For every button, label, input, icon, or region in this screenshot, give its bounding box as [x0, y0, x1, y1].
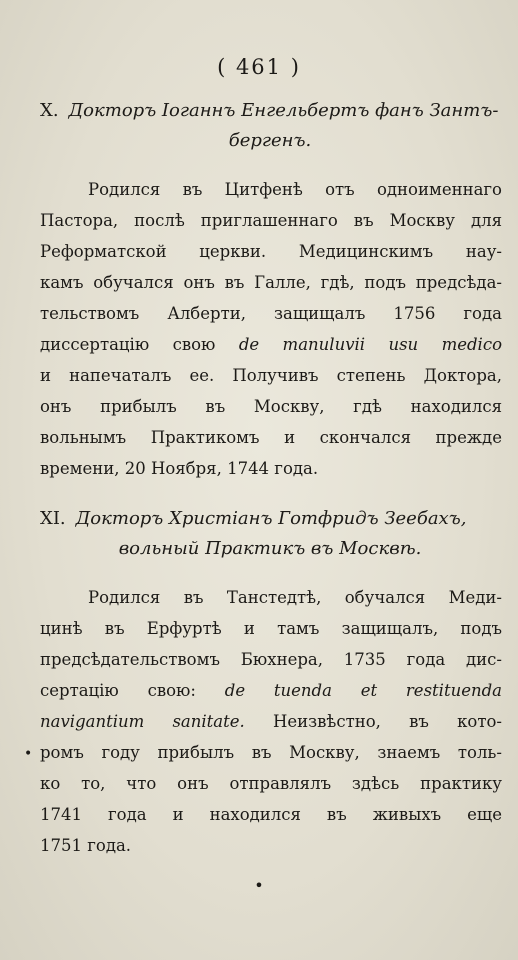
latin-title: de manuluvii usu medico — [238, 335, 503, 354]
text-line: предсѣдательствомъ Бюхнера, 1735 года дис- — [40, 650, 502, 669]
text-line: тельствомъ Алберти, защищалъ 1756 года — [40, 304, 502, 323]
text-line: 1751 года. — [40, 836, 132, 855]
text-segment: диссертацію свою — [40, 335, 216, 354]
text-segment: Неизвѣстно, въ кото- — [272, 712, 502, 731]
section-xi-title-line1: Докторъ Христіанъ Готфридъ Зеебахъ, — [75, 508, 467, 529]
text-line: онъ прибылъ въ Москву, гдѣ находился — [40, 397, 502, 416]
text-line: вольнымъ Практикомъ и скончался прежде — [40, 428, 502, 447]
text-line: Родился въ Танстедтѣ, обучался Меди- — [88, 588, 502, 607]
text-line-with-latin — [40, 675, 502, 706]
text-line: времени, 20 Ноября, 1744 года. — [40, 459, 319, 478]
section-x-paragraph — [40, 174, 502, 484]
section-xi-heading — [40, 504, 500, 564]
text-line: ко то, что онъ отправлялъ здѣсь практику — [40, 774, 502, 793]
section-x-number: X. — [40, 100, 59, 121]
text-line-with-latin — [40, 706, 502, 737]
latin-title: navigantium sanitate. — [40, 712, 245, 731]
text-line: Реформатской церкви. Медицинскимъ нау- — [40, 242, 502, 261]
text-line: и напечаталъ ее. Получивъ степень Доктора, — [40, 366, 502, 385]
section-x-title-line1: Докторъ Іоганнъ Енгельбертъ фанъ Зантъ- — [68, 100, 499, 121]
footer-mark: • — [254, 876, 264, 895]
page-number: ( 461 ) — [217, 55, 301, 79]
text-line: камъ обучался онъ въ Галле, гдѣ, подъ предсѣда- — [40, 273, 502, 292]
text-line: ромъ году прибылъ въ Москву, знаемъ толь- — [40, 743, 502, 762]
section-xi-title-line2: вольный Практикъ въ Москвѣ. — [118, 538, 422, 559]
section-x-title-line2: бергенъ. — [228, 130, 312, 151]
text-line: Пастора, послѣ приглашеннаго въ Москву для — [40, 211, 502, 230]
text-line: Родился въ Цитфенѣ отъ одноименнаго — [88, 180, 502, 199]
margin-bullet-mark: • — [24, 746, 33, 762]
text-line-with-latin — [40, 329, 502, 360]
latin-title: de tuenda et restituenda — [224, 681, 502, 700]
text-line: 1741 года и находился въ живыхъ еще — [40, 805, 502, 824]
section-xi-number: XI. — [40, 508, 66, 529]
section-x-heading — [40, 96, 500, 156]
text-segment: сертацію свою: — [40, 681, 196, 700]
section-xi-paragraph — [40, 582, 502, 861]
text-line: цинѣ въ Ерфуртѣ и тамъ защищалъ, подъ — [40, 619, 502, 638]
